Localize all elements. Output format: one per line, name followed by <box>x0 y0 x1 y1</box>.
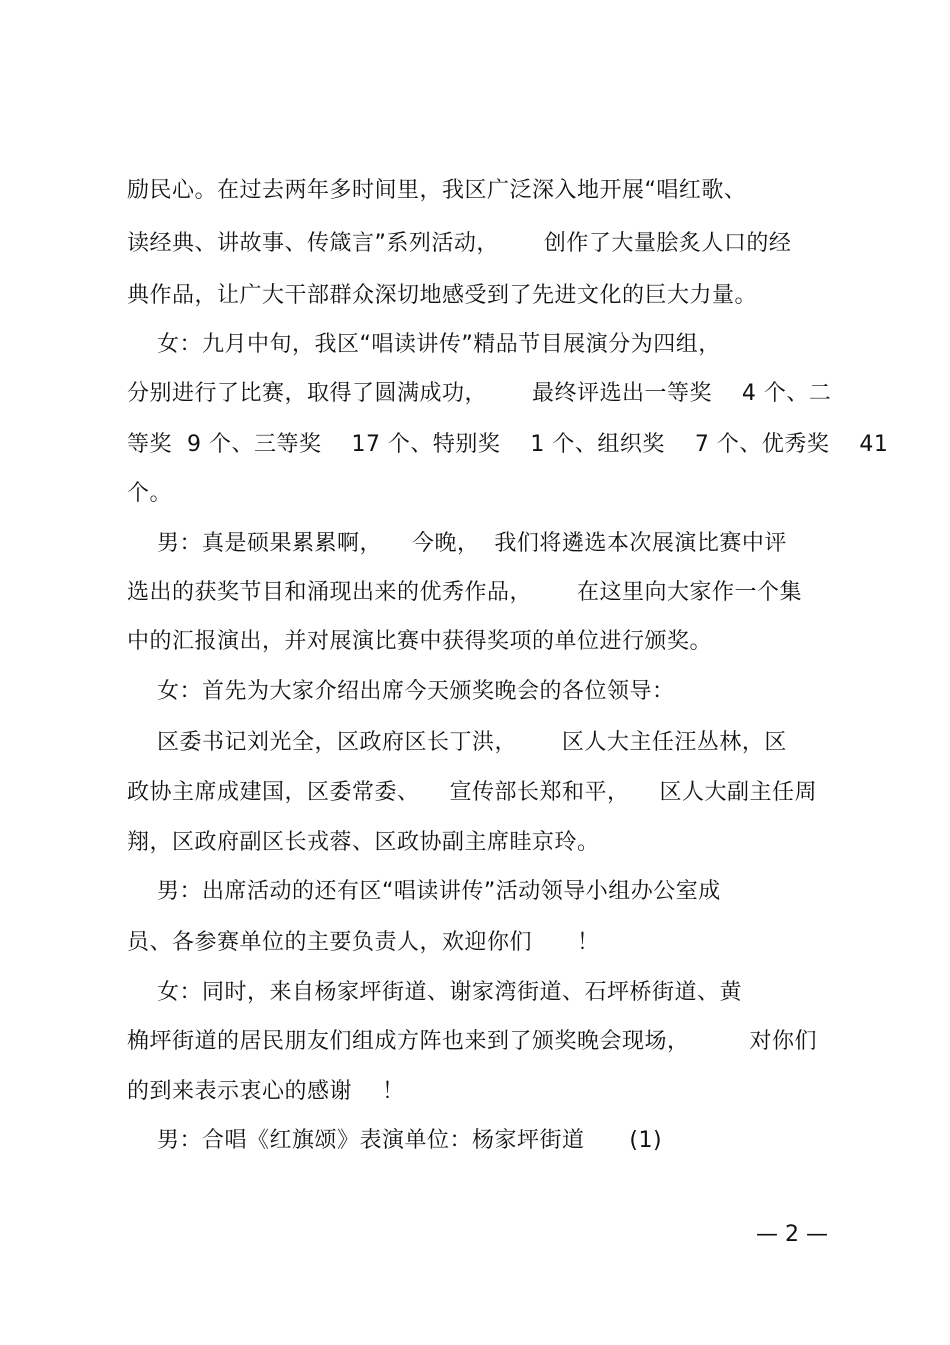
page-number: — 2 — <box>756 1222 828 1247</box>
text-line: 励民心。在过去两年多时间里，我区广泛深入地开展“唱红歌、 <box>127 178 747 203</box>
text-line: 女：首先为大家介绍出席今天颁奖晚会的各位领导： <box>127 679 675 704</box>
text-line: 区委书记刘光全，区政府区长丁洪， 区人大主任汪丛林，区 <box>127 730 787 755</box>
text-line: 读经典、讲故事、传箴言”系列活动， 创作了大量脍炙人口的经 <box>127 231 792 256</box>
text-line: 政协主席成建国，区委常委、 宣传部长郑和平， 区人大副主任周 <box>127 780 817 805</box>
text-line: 桷坪街道的居民朋友们组成方阵也来到了颁奖晚会现场， 对你们 <box>127 1029 817 1054</box>
text-line: 中的汇报演出，并对展演比赛中获得奖项的单位进行颁奖。 <box>127 629 713 654</box>
text-line: 个。 <box>127 481 173 506</box>
text-line: 翔，区政府副区长戎蓉、区政协副主席眭京玲。 <box>127 830 600 855</box>
text-line: 分别进行了比赛，取得了圆满成功， 最终评选出一等奖 4 个、二 <box>127 381 832 406</box>
text-line: 男：出席活动的还有区“唱读讲传”活动领导小组办公室成 <box>127 879 721 904</box>
text-line: 选出的获奖节目和涌现出来的优秀作品， 在这里向大家作一个集 <box>127 580 802 605</box>
text-line: 女：九月中旬，我区“唱读讲传”精品节目展演分为四组， <box>127 332 721 357</box>
text-line: 的到来表示衷心的感谢 ！ <box>127 1079 405 1104</box>
text-line: 等奖 9 个、三等奖 17 个、特别奖 1 个、组织奖 7 个、优秀奖 41 <box>127 432 889 457</box>
text-line: 女：同时，来自杨家坪街道、谢家湾街道、石坪桥街道、黄 <box>127 980 742 1005</box>
text-line: 男：真是硕果累累啊， 今晚， 我们将遴选本次展演比赛中评 <box>127 531 787 556</box>
text-line: 典作品，让广大干部群众深切地感受到了先进文化的巨大力量。 <box>127 283 758 308</box>
text-line: 男：合唱《红旗颂》表演单位：杨家坪街道 (1) <box>127 1128 663 1153</box>
text-line: 员、各参赛单位的主要负责人，欢迎你们 ！ <box>127 930 600 955</box>
